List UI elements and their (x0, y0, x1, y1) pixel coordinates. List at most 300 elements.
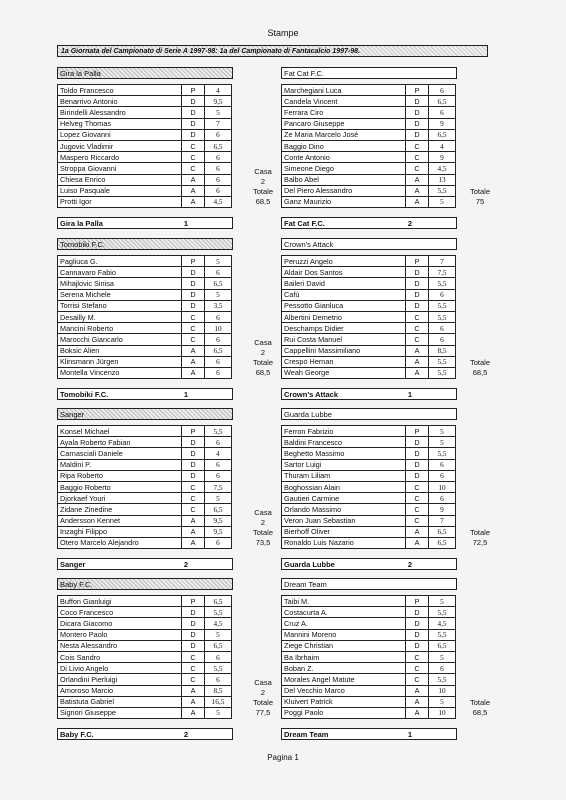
player-row (58, 311, 232, 322)
player-name: Montella Vincenzo (58, 367, 182, 378)
player-name: Djorkaef Youri (58, 493, 182, 504)
player-row (58, 448, 232, 459)
player-name: Ripa Roberto (58, 470, 182, 481)
page-title: Stampe (267, 28, 299, 38)
score-summary (462, 358, 498, 378)
player-role: P (182, 426, 205, 437)
team-result-goals: 1 (183, 219, 189, 228)
player-name: Cois Sandro (58, 651, 182, 662)
player-vote: 6 (205, 437, 232, 448)
player-role: C (182, 334, 205, 345)
player-vote: 5,5 (429, 629, 456, 640)
score-summary (462, 187, 498, 207)
player-vote: 5,5 (429, 448, 456, 459)
player-name: Stroppa Giovanni (58, 163, 182, 174)
player-name: Cruz A. (282, 618, 406, 629)
player-row (58, 267, 232, 278)
team-result-name: Gira la Palla (60, 219, 103, 228)
player-vote: 5 (205, 629, 232, 640)
player-row (282, 345, 456, 356)
player-vote: 6 (205, 537, 232, 548)
player-row (282, 448, 456, 459)
summary-label: Totale (252, 698, 273, 708)
player-role: D (406, 640, 429, 651)
player-vote: 6 (205, 152, 232, 163)
player-vote: 13 (429, 174, 456, 185)
player-role: A (406, 537, 429, 548)
summary-value: 68,5 (255, 197, 271, 207)
roster-table (281, 255, 456, 379)
player-name: Costacurta A. (282, 607, 406, 618)
summary-value: 72,5 (472, 538, 488, 548)
player-vote: 9,5 (205, 96, 232, 107)
player-vote: 6 (205, 185, 232, 196)
player-vote: 10 (429, 685, 456, 696)
player-role: C (406, 504, 429, 515)
player-vote: 6 (205, 470, 232, 481)
player-name: Batistuta Gabriel (58, 696, 182, 707)
player-role: D (182, 96, 205, 107)
player-name: Ayala Roberto Fabian (58, 437, 182, 448)
player-row (282, 300, 456, 311)
team-result (57, 558, 233, 570)
summary-value: 68,5 (255, 368, 271, 378)
roster-table (57, 255, 232, 379)
score-summary (462, 698, 498, 718)
player-role: P (182, 596, 205, 607)
player-role: C (182, 651, 205, 662)
player-name: Pessotto Gianluca (282, 300, 406, 311)
player-row (58, 493, 232, 504)
player-name: Gautieri Carmine (282, 493, 406, 504)
player-name: Bierhoff Oliver (282, 526, 406, 537)
player-row (58, 256, 232, 267)
player-row (58, 437, 232, 448)
player-role: D (182, 459, 205, 470)
player-vote: 6 (205, 129, 232, 140)
player-vote: 4 (205, 85, 232, 96)
team-result (281, 558, 457, 570)
player-vote: 6,5 (205, 504, 232, 515)
player-role: A (406, 526, 429, 537)
player-name: Serena Michele (58, 289, 182, 300)
player-role: D (182, 607, 205, 618)
player-name: Protti Igor (58, 196, 182, 207)
player-vote: 5 (429, 426, 456, 437)
player-vote: 5,5 (429, 367, 456, 378)
player-role: C (182, 481, 205, 492)
summary-value: 2 (260, 688, 266, 698)
player-row (58, 334, 232, 345)
player-name: Carnasciali Daniele (58, 448, 182, 459)
summary-value: 2 (260, 177, 266, 187)
player-role: P (182, 85, 205, 96)
player-vote: 6,5 (429, 526, 456, 537)
player-name: Crespo Hernan (282, 356, 406, 367)
player-row (282, 504, 456, 515)
player-vote: 9 (429, 118, 456, 129)
player-row (282, 481, 456, 492)
player-row (282, 663, 456, 674)
player-name: Di Livio Angelo (58, 663, 182, 674)
team-result-name: Fat Cat F.C. (284, 219, 325, 228)
player-row (58, 300, 232, 311)
player-row (58, 152, 232, 163)
team-result-goals: 1 (407, 730, 413, 739)
player-vote: 4,5 (429, 163, 456, 174)
roster-table (57, 84, 232, 208)
team-result-name: Guarda Lubbe (284, 560, 335, 569)
player-vote: 5 (429, 696, 456, 707)
player-name: Poggi Paolo (282, 707, 406, 718)
team-result (57, 217, 233, 229)
player-row (58, 426, 232, 437)
player-name: Ba Ibrhaim (282, 651, 406, 662)
player-name: Veron Juan Sebastian (282, 515, 406, 526)
player-row (58, 323, 232, 334)
player-row (58, 707, 232, 718)
player-role: A (406, 367, 429, 378)
team-header: Dream Team (281, 578, 457, 590)
player-row (282, 356, 456, 367)
player-vote: 6 (205, 674, 232, 685)
player-role: D (182, 118, 205, 129)
player-row (282, 607, 456, 618)
player-role: D (182, 448, 205, 459)
player-role: D (182, 629, 205, 640)
player-vote: 5 (205, 289, 232, 300)
player-name: Lopez Giovanni (58, 129, 182, 140)
player-role: P (406, 85, 429, 96)
player-role: A (182, 537, 205, 548)
player-role: A (406, 696, 429, 707)
player-role: D (406, 470, 429, 481)
player-name: Maldini P. (58, 459, 182, 470)
player-role: C (406, 323, 429, 334)
player-name: Dicara Giacomo (58, 618, 182, 629)
player-role: D (182, 107, 205, 118)
player-row (282, 515, 456, 526)
player-role: D (182, 289, 205, 300)
player-vote: 6 (205, 311, 232, 322)
player-vote: 5,5 (205, 426, 232, 437)
player-role: C (406, 311, 429, 322)
player-role: D (182, 618, 205, 629)
team-header: Tomobiki F.C. (57, 238, 233, 250)
player-row (58, 459, 232, 470)
player-vote: 7 (205, 118, 232, 129)
player-name: Ferrara Ciro (282, 107, 406, 118)
player-vote: 6,5 (205, 596, 232, 607)
player-name: Chiesa Enrico (58, 174, 182, 185)
player-name: Buffon Gianluigi (58, 596, 182, 607)
summary-label: Casa (254, 508, 272, 518)
player-row (282, 311, 456, 322)
player-role: C (406, 493, 429, 504)
roster-table (281, 595, 456, 719)
player-role: A (182, 696, 205, 707)
player-name: Thuram Liliam (282, 470, 406, 481)
player-row (282, 685, 456, 696)
player-name: Orlando Massimo (282, 504, 406, 515)
player-row (58, 629, 232, 640)
player-vote: 7,5 (429, 267, 456, 278)
player-vote: 9 (429, 504, 456, 515)
player-row (58, 196, 232, 207)
player-vote: 4,5 (429, 618, 456, 629)
player-role: C (406, 674, 429, 685)
player-vote: 4,5 (205, 196, 232, 207)
player-vote: 5 (429, 596, 456, 607)
team-header: Baby F.C. (57, 578, 233, 590)
player-row (58, 174, 232, 185)
team-result-name: Crown's Attack (284, 390, 339, 399)
player-name: Aldair Dos Santos (282, 267, 406, 278)
player-row (282, 256, 456, 267)
player-row (282, 118, 456, 129)
player-vote: 9,5 (205, 515, 232, 526)
player-name: Ganz Maurizio (282, 196, 406, 207)
player-role: D (406, 289, 429, 300)
player-row (58, 618, 232, 629)
player-role: C (182, 140, 205, 151)
player-name: Marocchi Giancarlo (58, 334, 182, 345)
player-name: Baldini Francesco (282, 437, 406, 448)
player-row (282, 323, 456, 334)
player-row (282, 426, 456, 437)
summary-label: Casa (254, 678, 272, 688)
player-name: Boksic Alien (58, 345, 182, 356)
player-vote: 5,5 (205, 607, 232, 618)
player-row (282, 651, 456, 662)
player-name: Cafù (282, 289, 406, 300)
player-vote: 3,5 (205, 300, 232, 311)
team-header: Fat Cat F.C. (281, 67, 457, 79)
player-name: Klinsmann Jürgen (58, 356, 182, 367)
player-vote: 6 (205, 163, 232, 174)
player-vote: 5,5 (429, 185, 456, 196)
player-name: Birindelli Alessandro (58, 107, 182, 118)
player-name: Montero Paolo (58, 629, 182, 640)
player-row (58, 526, 232, 537)
player-row (282, 674, 456, 685)
player-row (282, 85, 456, 96)
player-name: Maspero Riccardo (58, 152, 182, 163)
player-name: Weah George (282, 367, 406, 378)
player-name: Del Vecchio Marco (282, 685, 406, 696)
player-name: Konsel Michael (58, 426, 182, 437)
player-vote: 4,5 (205, 618, 232, 629)
team-header: Gira la Palla (57, 67, 233, 79)
player-vote: 5,5 (429, 674, 456, 685)
player-vote: 8,5 (429, 345, 456, 356)
player-role: A (182, 526, 205, 537)
player-row (282, 152, 456, 163)
team-result-name: Tomobiki F.C. (60, 390, 109, 399)
player-row (282, 493, 456, 504)
player-role: D (182, 129, 205, 140)
player-role: A (182, 515, 205, 526)
page-footer: Pagina 1 (267, 753, 299, 762)
player-row (58, 537, 232, 548)
player-row (282, 367, 456, 378)
player-role: D (182, 437, 205, 448)
player-row (282, 640, 456, 651)
player-vote: 6 (205, 334, 232, 345)
player-row (58, 85, 232, 96)
player-name: Mancini Roberto (58, 323, 182, 334)
summary-label: Totale (252, 187, 273, 197)
summary-label: Totale (252, 358, 273, 368)
player-vote: 6 (205, 367, 232, 378)
player-vote: 6 (429, 107, 456, 118)
player-vote: 5 (205, 493, 232, 504)
player-vote: 7 (429, 515, 456, 526)
player-vote: 6 (429, 334, 456, 345)
team-result-goals: 1 (183, 390, 189, 399)
summary-value: 68,5 (472, 708, 488, 718)
player-role: C (182, 504, 205, 515)
summary-label: Casa (254, 338, 272, 348)
player-name: Toldo Francesco (58, 85, 182, 96)
player-role: C (406, 481, 429, 492)
player-role: A (182, 685, 205, 696)
team-result (281, 217, 457, 229)
player-role: D (182, 470, 205, 481)
player-name: Deschamps Didier (282, 323, 406, 334)
player-vote: 5 (205, 707, 232, 718)
summary-label: Totale (469, 187, 490, 197)
player-role: C (406, 334, 429, 345)
player-row (282, 696, 456, 707)
player-vote: 10 (205, 323, 232, 334)
player-name: Helveg Thomas (58, 118, 182, 129)
player-name: Candela Vincent (282, 96, 406, 107)
player-row (282, 267, 456, 278)
player-name: Beghetto Massimo (282, 448, 406, 459)
player-row (282, 107, 456, 118)
player-vote: 6,5 (429, 129, 456, 140)
summary-label: Totale (469, 528, 490, 538)
player-vote: 6 (205, 174, 232, 185)
player-role: A (406, 356, 429, 367)
player-name: Cannavaro Fabio (58, 267, 182, 278)
team-header: Crown's Attack (281, 238, 457, 250)
player-name: Baggio Roberto (58, 481, 182, 492)
player-vote: 7,5 (205, 481, 232, 492)
player-row (58, 607, 232, 618)
player-vote: 6 (205, 651, 232, 662)
player-name: Ziege Christian (282, 640, 406, 651)
summary-value: 77,5 (255, 708, 271, 718)
player-row (282, 334, 456, 345)
player-role: A (406, 345, 429, 356)
player-row (58, 129, 232, 140)
player-name: Sartor Luigi (282, 459, 406, 470)
player-name: Jugovic Vladimir (58, 140, 182, 151)
player-role: D (406, 118, 429, 129)
player-name: Boghossian Alain (282, 481, 406, 492)
player-row (58, 481, 232, 492)
player-row (58, 185, 232, 196)
player-role: D (406, 618, 429, 629)
player-role: D (406, 267, 429, 278)
summary-value: 68,5 (472, 368, 488, 378)
player-role: C (406, 163, 429, 174)
player-name: Luiso Pasquale (58, 185, 182, 196)
player-row (58, 163, 232, 174)
summary-label: Totale (469, 358, 490, 368)
player-vote: 9 (429, 152, 456, 163)
player-row (58, 367, 232, 378)
player-row (282, 596, 456, 607)
team-result-name: Sanger (60, 560, 86, 569)
summary-value: 75 (475, 197, 485, 207)
player-name: Boban Z. (282, 663, 406, 674)
player-role: A (406, 685, 429, 696)
player-row (282, 289, 456, 300)
player-row (282, 196, 456, 207)
player-vote: 5 (429, 651, 456, 662)
player-vote: 5,5 (429, 607, 456, 618)
player-vote: 6,5 (429, 96, 456, 107)
player-row (282, 278, 456, 289)
player-vote: 6 (429, 459, 456, 470)
team-result-goals: 1 (407, 390, 413, 399)
player-role: C (182, 163, 205, 174)
player-role: C (406, 663, 429, 674)
player-role: D (406, 107, 429, 118)
player-role: D (406, 448, 429, 459)
player-role: D (406, 96, 429, 107)
summary-label: Totale (469, 698, 490, 708)
player-name: Torrisi Stefano (58, 300, 182, 311)
player-role: A (182, 185, 205, 196)
player-role: A (406, 185, 429, 196)
team-result-goals: 2 (407, 219, 413, 228)
player-name: Nesta Alessandro (58, 640, 182, 651)
summary-label: Casa (254, 167, 272, 177)
player-row (58, 674, 232, 685)
player-vote: 5 (205, 107, 232, 118)
player-vote: 6,5 (429, 537, 456, 548)
player-vote: 5,5 (429, 356, 456, 367)
player-role: C (406, 651, 429, 662)
player-role: D (182, 300, 205, 311)
player-row (282, 185, 456, 196)
player-role: A (182, 356, 205, 367)
player-role: C (182, 152, 205, 163)
player-vote: 10 (429, 481, 456, 492)
player-vote: 6 (429, 289, 456, 300)
summary-label: Totale (252, 528, 273, 538)
player-name: Otero Marcelo Alejandro (58, 537, 182, 548)
player-row (58, 504, 232, 515)
player-vote: 6,5 (205, 278, 232, 289)
team-result (57, 388, 233, 400)
player-row (58, 685, 232, 696)
player-name: Andersson Kennet (58, 515, 182, 526)
player-role: D (406, 629, 429, 640)
score-summary (243, 338, 283, 378)
player-vote: 5,5 (429, 300, 456, 311)
player-vote: 6 (205, 267, 232, 278)
team-result (281, 728, 457, 740)
player-row (58, 289, 232, 300)
player-vote: 6,5 (205, 640, 232, 651)
player-row (58, 140, 232, 151)
team-result (57, 728, 233, 740)
